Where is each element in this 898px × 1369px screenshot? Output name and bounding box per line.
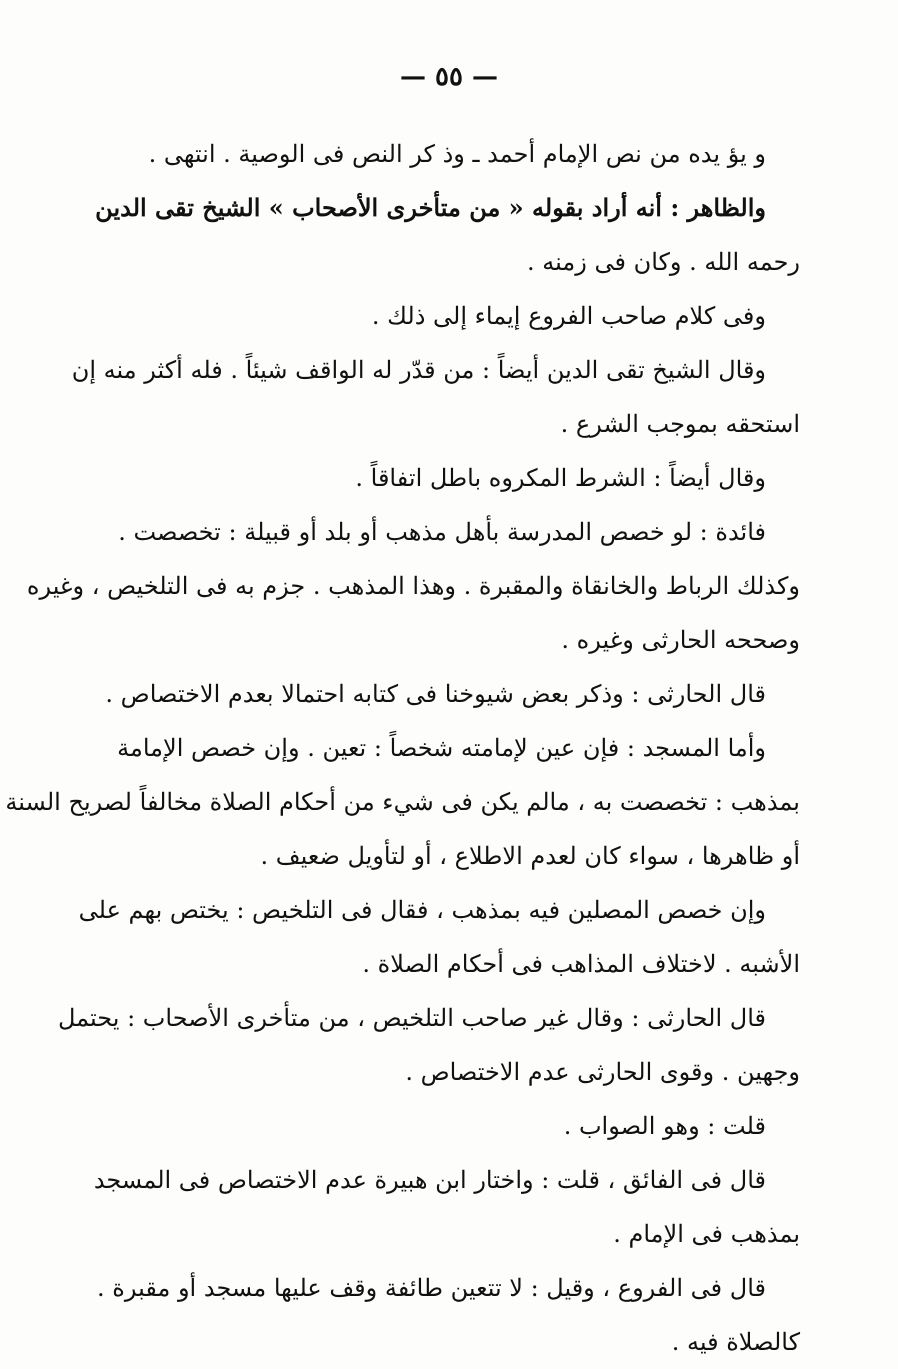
text-line: كالصلاة فيه . xyxy=(671,1328,800,1356)
text-line: وقال الشيخ تقى الدين أيضاً : من قدّر له الواقف شيئاً . فله أكثر منه إن xyxy=(71,356,766,384)
page-number: — ٥٥ — xyxy=(399,62,499,92)
text-line: وكذلك الرباط والخانقاة والمقبرة . وهذا المذهب . جزم به فى التلخيص ، وغيره xyxy=(26,572,800,600)
text-line: أو ظاهرها ، سواء كان لعدم الاطلاع ، أو لتأويل ضعيف . xyxy=(260,842,800,870)
text-line: قال الحارثى : وذكر بعض شيوخنا فى كتابه احتمالا بعدم الاختصاص . xyxy=(105,680,766,708)
text-line: وصححه الحارثى وغيره . xyxy=(561,626,800,654)
text-line: فائدة : لو خصص المدرسة بأهل مذهب أو بلد أو قبيلة : تخصصت . xyxy=(118,518,766,546)
text-line: بمذهب فى الإمام . xyxy=(613,1220,800,1248)
text-line: وفى كلام صاحب الفروع إيماء إلى ذلك . xyxy=(371,302,766,330)
document-body xyxy=(5,127,800,1369)
text-line: والظاهر : أنه أراد بقوله « من متأخرى الأصحاب » الشيخ تقى الدين xyxy=(95,193,766,222)
text-line: بمذهب : تخصصت به ، مالم يكن فى شيء من أحكام الصلاة مخالفاً لصريح السنة xyxy=(5,788,800,816)
text-line: قلت : وهو الصواب . xyxy=(563,1112,766,1140)
text-line: رحمه الله . وكان فى زمنه . xyxy=(527,248,800,276)
text-line: وجهين . وقوى الحارثى عدم الاختصاص . xyxy=(405,1058,800,1086)
text-line: وإن خصص المصلين فيه بمذهب ، فقال فى التلخيص : يختص بهم على xyxy=(78,896,766,924)
text-line: استحقه بموجب الشرع . xyxy=(560,410,800,438)
text-line: الأشبه . لاختلاف المذاهب فى أحكام الصلاة . xyxy=(362,950,800,978)
text-line: قال فى الفائق ، قلت : واختار ابن هبيرة عدم الاختصاص فى المسجد xyxy=(93,1166,766,1194)
text-line: قال الحارثى : وقال غير صاحب التلخيص ، من متأخرى الأصحاب : يحتمل xyxy=(58,1004,766,1032)
text-line: وأما المسجد : فإن عين لإمامته شخصاً : تعين . وإن خصص الإمامة xyxy=(117,734,766,762)
text-line: و يؤ يده من نص الإمام أحمد ـ وذ كر النص فى الوصية . انتهى . xyxy=(148,140,766,168)
text-line: قال فى الفروع ، وقيل : لا تتعين طائفة وقف عليها مسجد أو مقبرة . xyxy=(97,1274,766,1302)
text-line: وقال أيضاً : الشرط المكروه باطل اتفاقاً . xyxy=(355,464,766,492)
